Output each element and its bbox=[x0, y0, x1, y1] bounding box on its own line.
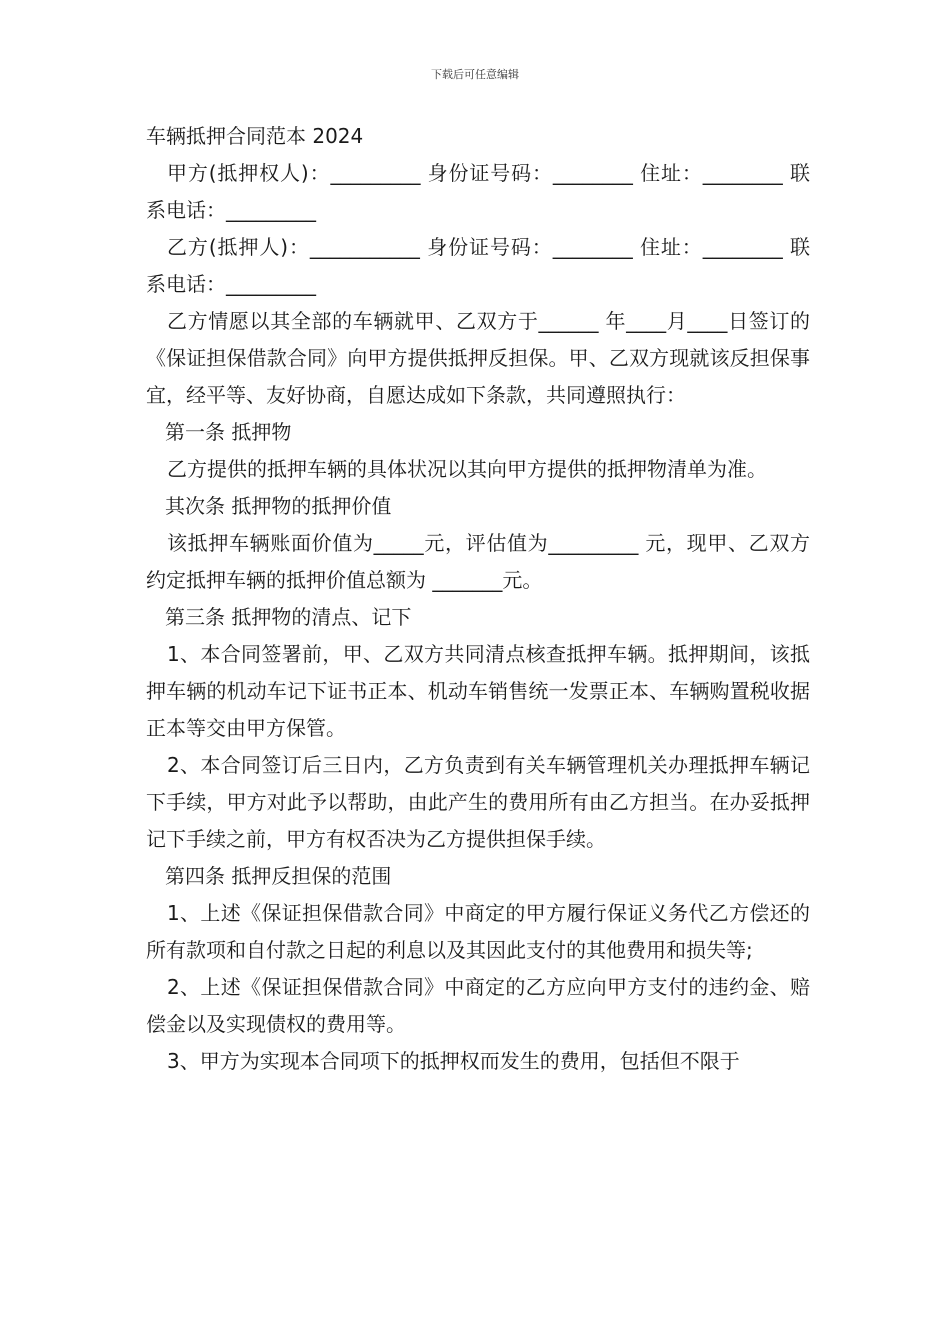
party-a-info: 甲方(抵押权人)：_________ 身份证号码：________ 住址：________ 联系电话：_________ bbox=[146, 161, 810, 222]
article-4-clause-2: 2、上述《保证担保借款合同》中商定的乙方应向甲方支付的违约金、赔偿金以及实现债权的费用等。 bbox=[146, 975, 810, 1036]
preamble-paragraph: 乙方情愿以其全部的车辆就甲、乙双方于______ 年____月____日签订的《保证担保借款合同》向甲方提供抵押反担保。甲、乙双方现就该反担保事宜，经平等、友好协商，自愿达成如下条款，共同遵照执行： bbox=[146, 309, 810, 407]
article-2-body: 该抵押车辆账面价值为_____元，评估值为_________ 元，现甲、乙双方约定抵押车辆的抵押价值总额为 _______元。 bbox=[146, 531, 810, 592]
article-4-clause-1: 1、上述《保证担保借款合同》中商定的甲方履行保证义务代乙方偿还的所有款项和自付款之日起的利息以及其因此支付的其他费用和损失等; bbox=[146, 901, 810, 962]
article-4-clause-3: 3、甲方为实现本合同项下的抵押权而发生的费用，包括但不限于 bbox=[167, 1049, 740, 1073]
page-header-note: 下载后可任意编辑 bbox=[431, 68, 519, 81]
article-1-heading: 第一条 抵押物 bbox=[165, 420, 292, 444]
party-b-info: 乙方(抵押人)：___________ 身份证号码：________ 住址：________ 联系电话：_________ bbox=[146, 235, 810, 296]
article-4-heading: 第四条 抵押反担保的范围 bbox=[165, 864, 392, 888]
article-3-heading: 第三条 抵押物的清点、记下 bbox=[165, 605, 412, 629]
article-3-clause-2: 2、本合同签订后三日内，乙方负责到有关车辆管理机关办理抵押车辆记下手续，甲方对此予以帮助，由此产生的费用所有由乙方担当。在办妥抵押记下手续之前，甲方有权否决为乙方提供担保手续。 bbox=[146, 753, 810, 851]
document-body bbox=[146, 118, 810, 1080]
article-1-body: 乙方提供的抵押车辆的具体状况以其向甲方提供的抵押物清单为准。 bbox=[167, 457, 767, 481]
article-2-heading: 其次条 抵押物的抵押价值 bbox=[165, 494, 392, 518]
article-3-clause-1: 1、本合同签署前，甲、乙双方共同清点核查抵押车辆。抵押期间，该抵押车辆的机动车记下证书正本、机动车销售统一发票正本、车辆购置税收据正本等交由甲方保管。 bbox=[146, 642, 810, 740]
document-title: 车辆抵押合同范本 2024 bbox=[146, 124, 364, 148]
